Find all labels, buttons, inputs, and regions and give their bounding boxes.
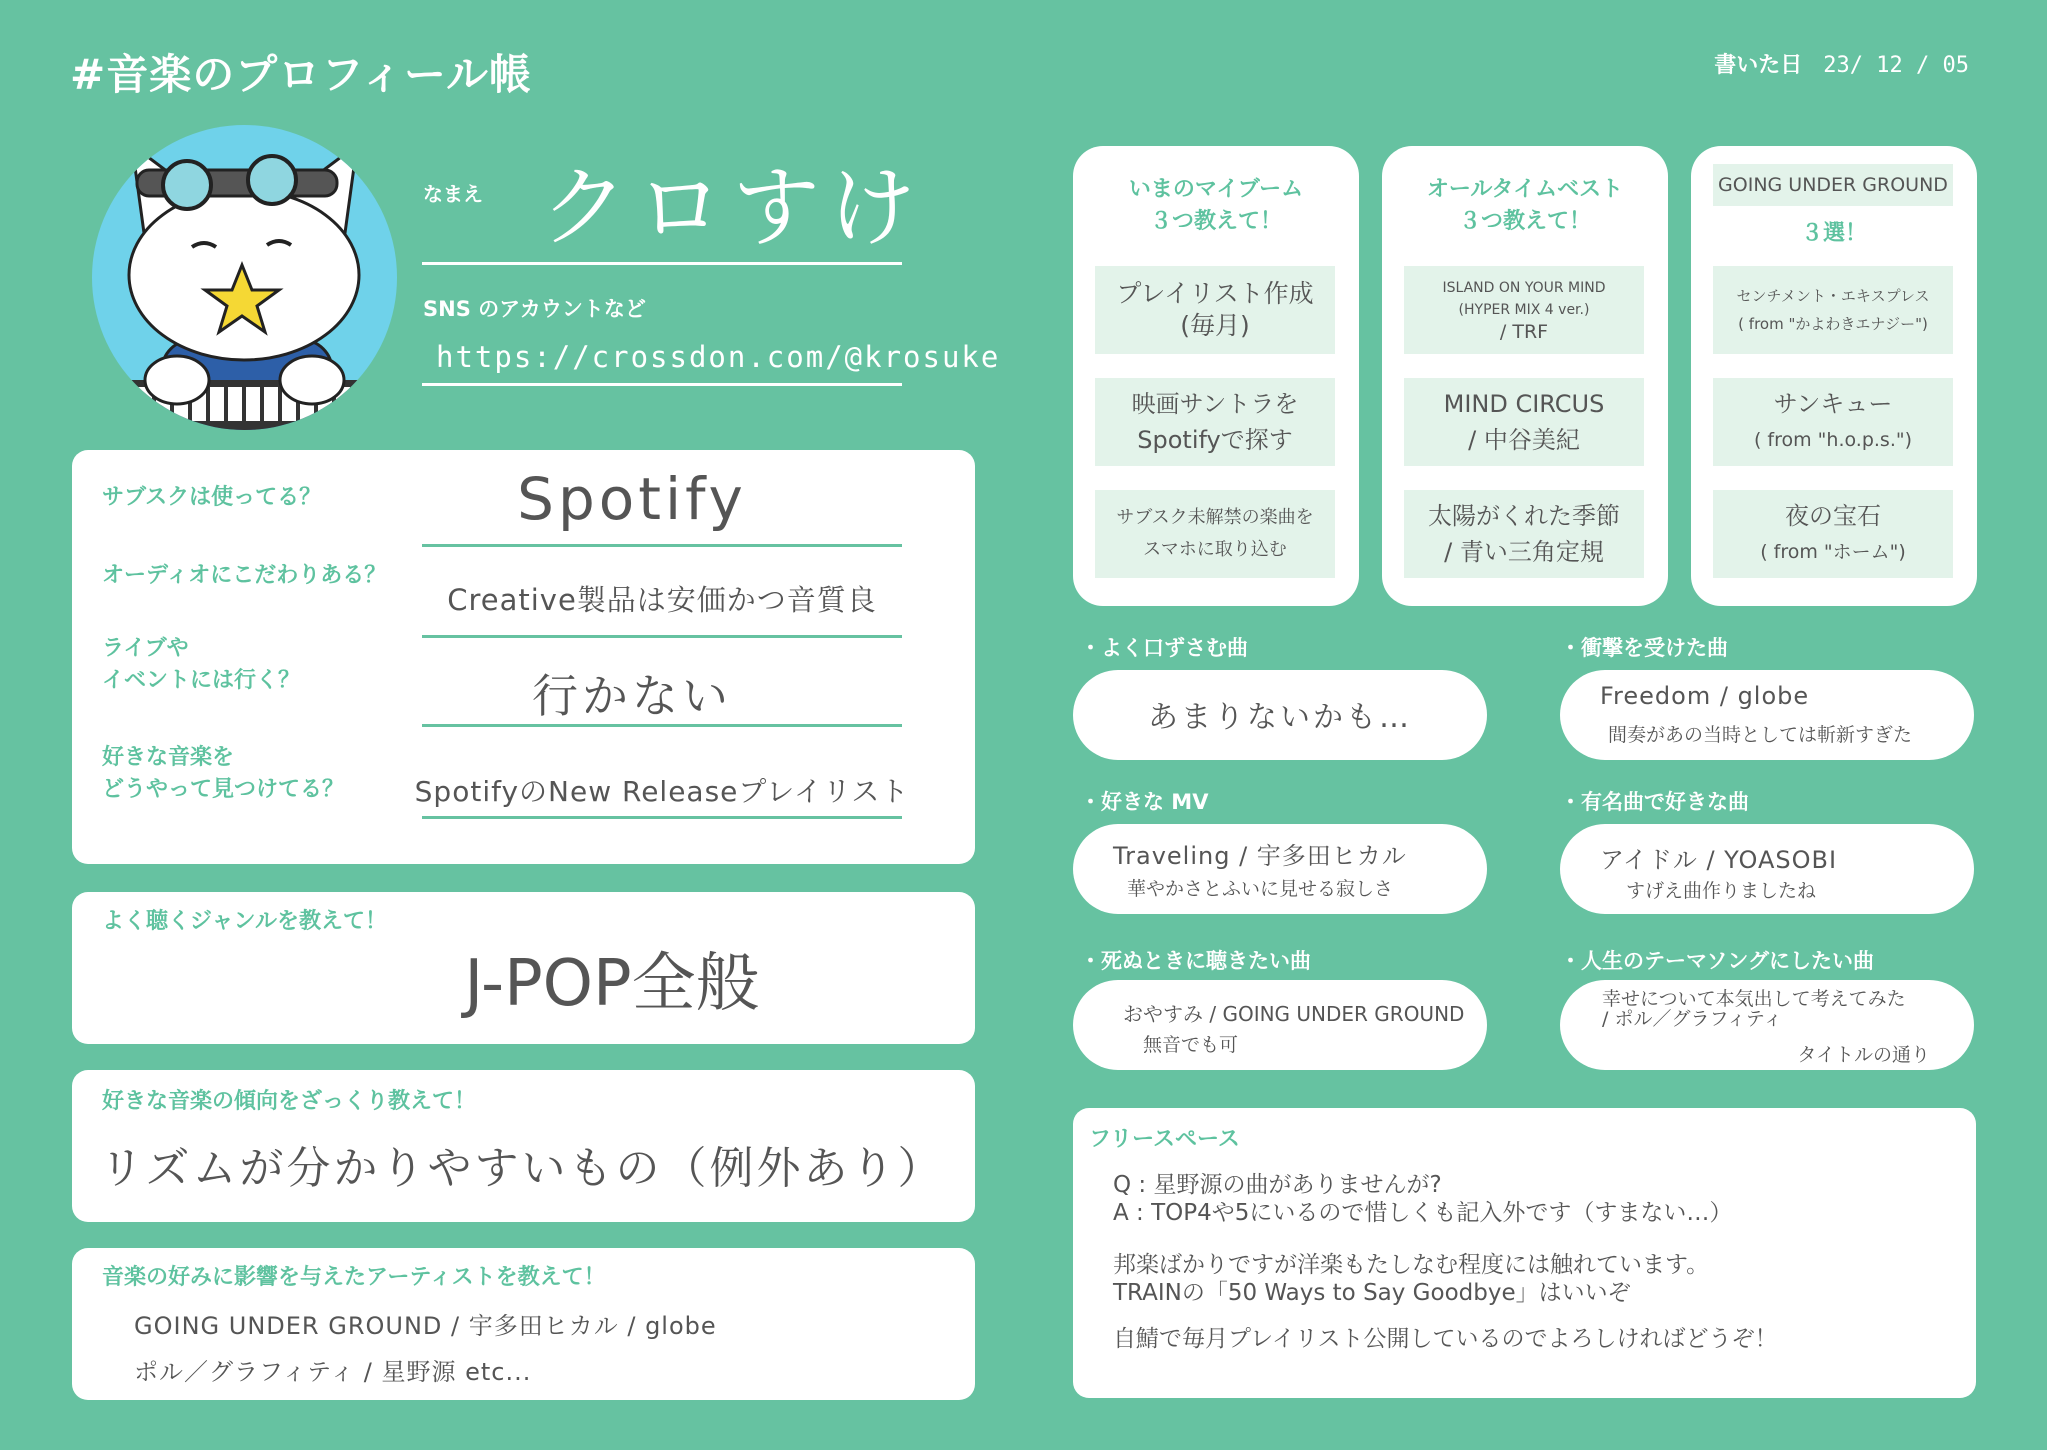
column-heading-artist: GOING UNDER GROUND [1713,164,1953,206]
column-item-line2: (毎月) [1180,311,1250,340]
column-heading [1382,174,1668,238]
column-item-line2: (HYPER MIX 4 ver.) [1458,302,1590,318]
song-main: Freedom / globe [1600,682,1810,710]
column-heading-line2: ３つ教えて！ [1149,209,1282,234]
column-item-line2: / 青い三角定規 [1444,538,1604,566]
column-item-line2: / 中谷美紀 [1468,426,1580,454]
free-space-label: フリースペース [1089,1127,1240,1152]
column-all-time-best [1382,146,1668,606]
genre-label: よく聴くジャンルを教えて！ [102,909,388,934]
qa-card [72,450,975,864]
qa-question-live-line2: イベントには行く？ [102,668,301,693]
song-pill-humming [1073,670,1487,760]
column-item [1404,266,1644,354]
sns-underline [422,383,902,386]
qa-question-discover-line1: 好きな音楽を [102,745,235,770]
genre-value: J-POP全般 [464,947,760,1021]
column-item-line1: 太陽がくれた季節 [1428,502,1620,530]
qa-answer-discover: SpotifyのNew Releaseプレイリスト [414,775,910,808]
name-underline [422,262,902,265]
column-item-line2: スマホに取り込む [1143,539,1287,560]
song-label-humming: ・よく口ずさむ曲 [1080,636,1248,660]
sns-link[interactable]: https://crossdon.com/@krosuke [436,340,1001,374]
song-main: アイドル / YOASOBI [1600,846,1838,874]
column-item [1095,490,1335,578]
column-item-line1: MIND CIRCUS [1443,390,1605,418]
song-main-line2: / ポル／グラフィティ [1602,1008,1783,1030]
genre-card [72,892,975,1044]
page-title: #音楽のプロフィール帳 [70,50,532,99]
column-heading-line2: ３つ教えて！ [1458,209,1591,234]
column-item [1404,490,1644,578]
column-item-line1: サンキュー [1773,390,1893,418]
column-item-line1: ISLAND ON YOUR MIND [1442,280,1606,296]
song-label-famous: ・有名曲で好きな曲 [1560,790,1749,814]
song-pill-theme [1560,980,1974,1070]
column-item [1713,378,1953,466]
qa-divider [422,635,902,638]
column-heading-line1: いまのマイブーム [1128,177,1304,202]
song-pill-shock [1560,670,1974,760]
song-label-theme: ・人生のテーマソングにしたい曲 [1560,949,1874,973]
column-item-line1: プレイリスト作成 [1116,279,1314,308]
qa-question-subscription: サブスクは使ってる？ [102,485,322,510]
column-item-line2: ( from "かよわきエナジー") [1738,315,1928,333]
song-main: Traveling / 宇多田ヒカル [1113,842,1407,870]
song-sub: 無音でも可 [1143,1034,1239,1056]
song-pill-death [1073,980,1487,1070]
song-label-death: ・死ぬときに聴きたい曲 [1080,949,1311,973]
written-date [1714,48,1969,79]
free-space-card [1073,1108,1976,1398]
date-label: 書いた日 [1714,53,1803,78]
tendency-label: 好きな音楽の傾向をざっくり教えて！ [102,1089,477,1114]
song-pill-mv [1073,824,1487,914]
song-sub: すげえ曲作りましたね [1626,880,1817,902]
column-item-line3: / TRF [1499,321,1549,343]
free-line: Q : 星野源の曲がありませんが? [1113,1172,1442,1198]
column-item-line2: ( from "h.o.p.s.") [1753,429,1913,451]
cat-avatar-icon [92,125,397,430]
free-line: A : TOP4や5にいるので惜しくも記入外です（すまない…） [1113,1200,1733,1226]
song-main: 幸せについて本気出して考えてみた [1602,988,1906,1010]
qa-question-discover [102,742,344,806]
name-value: クロすけ [540,156,925,259]
qa-divider [422,724,902,727]
column-going-under-ground [1691,146,1977,606]
qa-answer-audio: Creative製品は安価かつ音質良 [447,583,877,617]
artists-line2: ポル／グラフィティ / 星野源 etc... [134,1358,532,1386]
column-item-line2: Spotifyで探す [1137,426,1293,454]
free-line: 自鯖で毎月プレイリスト公開しているのでよろしければどうぞ！ [1113,1326,1778,1352]
qa-question-discover-line2: どうやって見つけてる？ [102,777,345,802]
column-item [1095,378,1335,466]
song-label-mv: ・好きな MV [1080,790,1209,814]
column-heading-line1: オールタイムベスト [1426,177,1624,202]
qa-divider [422,544,902,547]
song-main: あまりないかも… [1148,700,1412,735]
column-current-boom [1073,146,1359,606]
tendency-value: リズムが分かりやすいもの（例外あり） [99,1143,945,1194]
song-pill-famous [1560,824,1974,914]
column-item [1404,378,1644,466]
name-label: なまえ [423,182,483,206]
avatar [92,125,397,430]
qa-question-live [102,633,300,697]
qa-question-live-line1: ライブや [102,636,189,661]
song-label-shock: ・衝撃を受けた曲 [1560,636,1728,660]
artists-line1: GOING UNDER GROUND / 宇多田ヒカル / globe [134,1312,717,1340]
artists-card [72,1248,975,1400]
column-heading [1073,174,1359,238]
free-line: TRAINの「50 Ways to Say Goodbye」はいいぞ [1113,1280,1631,1306]
qa-question-audio: オーディオにこだわりある？ [102,563,387,588]
column-item-line1: サブスク未解禁の楽曲を [1116,507,1314,528]
column-item-line2: ( from "ホーム") [1760,541,1906,563]
qa-answer-subscription: Spotify [517,465,747,533]
tendency-card [72,1070,975,1222]
artists-label: 音楽の好みに影響を与えたアーティストを教えて！ [102,1265,606,1290]
song-sub: 間奏があの当時としては斬新すぎた [1608,724,1913,746]
column-item-line1: センチメント・エキスプレス [1736,287,1930,305]
column-item-line1: 映画サントラを [1131,390,1299,418]
column-item-line1: 夜の宝石 [1785,502,1881,530]
song-sub: 華やかさとふいに見せる寂しさ [1127,878,1394,900]
song-sub: タイトルの通り [1797,1044,1930,1066]
column-item [1713,266,1953,354]
date-value: 23/ 12 / 05 [1823,53,1969,78]
song-main: おやすみ / GOING UNDER GROUND [1123,1002,1465,1026]
free-line: 邦楽ばかりですが洋楽もたしなむ程度には触れています。 [1113,1252,1710,1278]
column-heading-line2: ３選！ [1800,221,1867,246]
column-item [1095,266,1335,354]
sns-label: SNS のアカウントなど [423,297,646,321]
qa-divider [422,816,902,819]
column-item [1713,490,1953,578]
qa-answer-live: 行かない [532,669,732,723]
